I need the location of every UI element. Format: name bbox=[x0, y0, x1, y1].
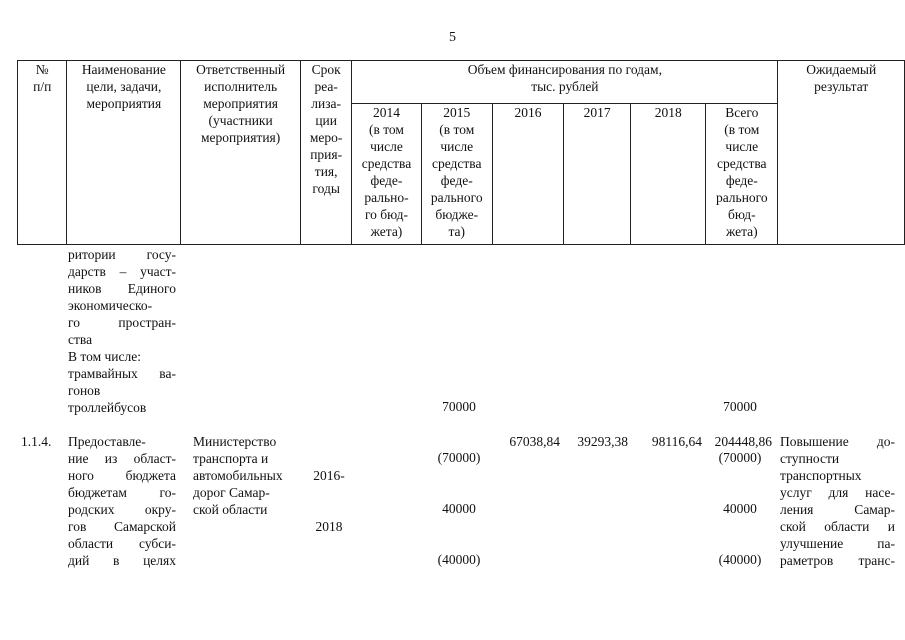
row-result-cell bbox=[780, 433, 895, 569]
row-result-line: раметров транс- bbox=[780, 553, 895, 568]
header-executor-line: мероприятия bbox=[203, 96, 279, 111]
row-executor-line: автомобильных bbox=[193, 468, 283, 483]
row-name-line: гов Самарской bbox=[68, 519, 176, 534]
cont-2015-value: (40000) bbox=[437, 552, 481, 567]
header-2016-line: 2016 bbox=[514, 104, 542, 120]
row-result-line: ления Самар- bbox=[780, 502, 895, 517]
continued-name-cell bbox=[68, 246, 176, 416]
cont-total-value: (70000) bbox=[718, 450, 762, 465]
header-executor-line: (участники bbox=[208, 113, 273, 128]
header-executor-line: мероприятия) bbox=[200, 130, 281, 145]
row-executor-line: дорог Самар- bbox=[193, 485, 270, 500]
header-2017-line: 2017 bbox=[583, 104, 611, 120]
header-2014-line: числе bbox=[370, 138, 403, 154]
header-2018-line: 2018 bbox=[654, 104, 682, 120]
row-result-line: улучшение па- bbox=[780, 536, 895, 551]
header-term-line: реа- bbox=[314, 79, 338, 94]
header-name-line: Наименование bbox=[81, 62, 166, 77]
row-name-line: бюджетам го- bbox=[68, 485, 176, 500]
row-result-line: ской области и bbox=[780, 519, 895, 534]
row-name-line: ного бюджета bbox=[68, 468, 176, 483]
cont-name-line: го простран- bbox=[68, 315, 176, 330]
row-name-line: Предоставле- bbox=[68, 434, 146, 449]
header-term-line: меро- bbox=[309, 130, 343, 145]
cont-name-line: гонов bbox=[68, 383, 101, 398]
row-result-line: ступности bbox=[780, 451, 840, 466]
header-2014-line: рально- bbox=[364, 189, 409, 205]
cont-total-value: 40000 bbox=[723, 501, 757, 516]
header-2015-line: 2015 bbox=[443, 104, 471, 120]
header-total-line: бюд- bbox=[727, 206, 756, 222]
header-total-line: феде- bbox=[725, 172, 758, 188]
cont-2015-value: 40000 bbox=[442, 501, 476, 516]
row-value-total: 204448,86 bbox=[714, 434, 772, 449]
header-2015-line: средства bbox=[431, 155, 482, 171]
header-2014-line: (в том bbox=[368, 121, 404, 137]
cont-name-line: экономическо- bbox=[68, 298, 153, 313]
cont-name-line: В том числе: bbox=[68, 349, 141, 364]
header-executor-line: Ответственный bbox=[196, 62, 286, 77]
cont-name-line: ритории госу- bbox=[68, 247, 176, 262]
header-term-line: прия- bbox=[310, 147, 343, 162]
page-number: 5 bbox=[449, 30, 456, 45]
cont-name-line: троллейбусов bbox=[68, 400, 147, 415]
header-num-line: п/п bbox=[33, 79, 52, 94]
row-name-line: ние из област- bbox=[68, 451, 176, 466]
header-2014-line: 2014 bbox=[372, 104, 400, 120]
header-result-line: Ожидаемый bbox=[806, 62, 877, 77]
row-executor-line: транспорта и bbox=[193, 451, 269, 466]
cont-name-line: дарств – участ- bbox=[68, 264, 176, 279]
header-term-line: ции bbox=[315, 113, 337, 128]
header-2014-line: го бюд- bbox=[364, 206, 408, 222]
header-name-line: мероприятия bbox=[86, 96, 162, 111]
header-result-line: результат bbox=[814, 79, 869, 94]
row-name-line: области субси- bbox=[68, 536, 176, 551]
header-term-line: тия, bbox=[314, 164, 338, 179]
header-2014-line: феде- bbox=[370, 172, 403, 188]
cont-2015-value: 70000 bbox=[442, 399, 476, 414]
header-2015-line: числе bbox=[440, 138, 474, 154]
header-num-line: № bbox=[35, 62, 49, 77]
row-value-2018: 98116,64 bbox=[651, 434, 702, 449]
header-2015-line: рального bbox=[430, 189, 483, 205]
row-result-line: услуг для насе- bbox=[780, 485, 895, 500]
row-executor-cell bbox=[193, 433, 305, 518]
header-2015-line: та) bbox=[448, 223, 466, 239]
cont-2015-values bbox=[424, 364, 494, 602]
row-term-cell bbox=[306, 433, 352, 569]
cont-total-value: (40000) bbox=[718, 552, 762, 567]
header-2014-line: средства bbox=[361, 155, 412, 171]
header-total-line: Всего bbox=[725, 104, 759, 120]
header-2015-line: феде- bbox=[440, 172, 473, 188]
header-2014-line: жета) bbox=[370, 223, 403, 239]
row-result-line: Повышение до- bbox=[780, 434, 895, 449]
row-name-line: родских окру- bbox=[68, 502, 176, 517]
header-2015-line: бюдже- bbox=[435, 206, 479, 222]
header-total-line: (в том bbox=[724, 121, 760, 137]
header-total-line: жета) bbox=[725, 223, 758, 239]
header-term-line: годы bbox=[312, 181, 340, 196]
header-total-line: числе bbox=[725, 138, 759, 154]
cont-name-line: трамвайных ва- bbox=[68, 366, 176, 381]
header-funding-line: тыс. рублей bbox=[531, 79, 599, 94]
header-funding-line: Объем финансирования по годам, bbox=[467, 62, 662, 77]
header-term-line: лиза- bbox=[311, 96, 342, 111]
header-executor-line: исполнитель bbox=[204, 79, 278, 94]
header-total-line: средства bbox=[717, 155, 767, 171]
row-executor-line: ской области bbox=[193, 502, 268, 517]
row-number: 1.1.4. bbox=[21, 434, 52, 449]
cont-name-line: ства bbox=[68, 332, 93, 347]
row-name-line: дий в целях bbox=[68, 553, 176, 568]
row-term-line: 2018 bbox=[315, 519, 343, 534]
header-2015-line: (в том bbox=[439, 121, 475, 137]
row-name-cell bbox=[68, 433, 176, 569]
header-name-line: цели, задачи, bbox=[86, 79, 162, 94]
row-value-2017: 39293,38 bbox=[577, 434, 628, 449]
row-executor-line: Министерство bbox=[193, 434, 277, 449]
row-term-line: 2016- bbox=[313, 468, 345, 483]
cont-total-value: 70000 bbox=[723, 399, 757, 414]
header-total-line: рального bbox=[715, 189, 768, 205]
row-value-2016: 67038,84 bbox=[509, 434, 560, 449]
cont-name-line: ников Единого bbox=[68, 281, 176, 296]
cont-total-values bbox=[705, 364, 775, 602]
row-result-line: транспортных bbox=[780, 468, 862, 483]
cont-2015-value: (70000) bbox=[437, 450, 481, 465]
header-term-line: Срок bbox=[311, 62, 341, 77]
